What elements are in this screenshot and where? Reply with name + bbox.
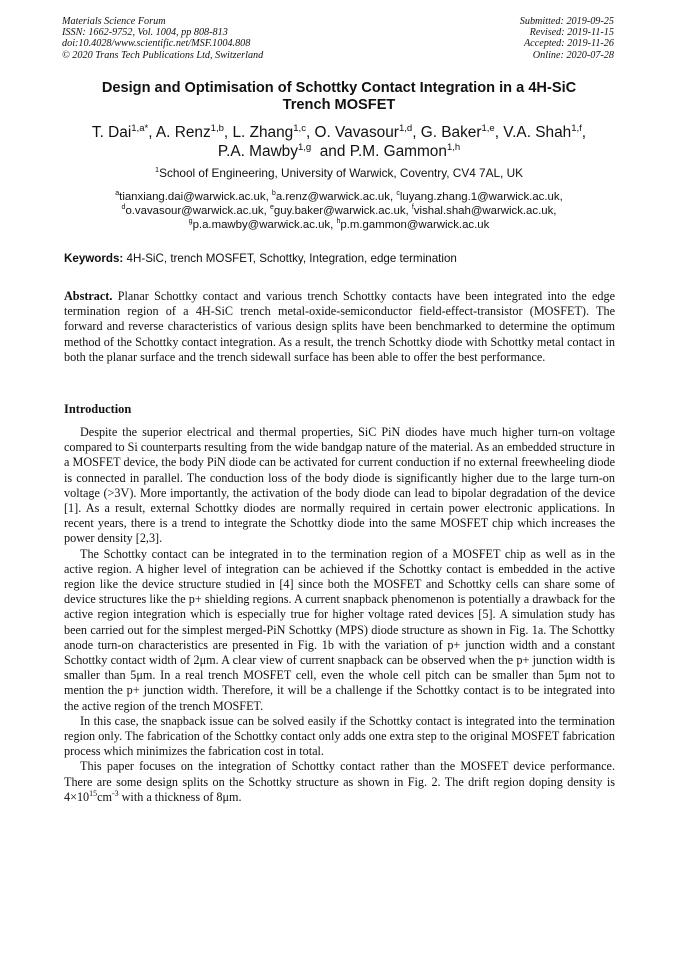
email-key: a bbox=[115, 190, 120, 198]
abstract-text: Planar Schottky contact and various trench Schottky contacts have been integrated into the edge termination region of a 4H-SiC trench metal-oxide-semiconductor field-effect-transistor (MOSFET). The forward and reverse characteristics of various design splits have been benchmarked to determine the optimum method of the Schottky contact integration. As a result, the trench Schottky diode with Schottky metal contact in both the planar surface and the trench sidewall surface has been able to offer the best performance. bbox=[64, 289, 615, 364]
email-address: o.vavasour@warwick.ac.uk bbox=[125, 205, 264, 217]
submitted-date: Submitted: 2019-09-25 bbox=[519, 16, 614, 27]
abstract bbox=[64, 289, 615, 365]
introduction-body bbox=[64, 425, 615, 805]
email-address: luyang.zhang.1@warwick.ac.uk bbox=[399, 191, 560, 203]
email-key: c bbox=[396, 190, 400, 198]
author-affil: 1,f bbox=[571, 122, 582, 134]
email-list bbox=[40, 190, 638, 232]
author-affil: 1,d bbox=[398, 122, 413, 134]
email-line: $^g$p.a.mawby@warwick.ac.uk, $^h$p.m.gammon@warwick.ac.uk bbox=[188, 218, 490, 231]
author-name: O. Vavasour bbox=[314, 124, 399, 141]
email-address: vishal.shah@warwick.ac.uk bbox=[413, 205, 554, 217]
keywords-label: Keywords: bbox=[64, 252, 124, 265]
paragraph: Despite the superior electrical and thermal properties, SiC PiN diodes have much higher turn-on voltage compared to Si counterparts resulting from the wide bandgap nature of the material. As an embedded structure in a MOSFET device, the body PiN diode can be activated for current conduction if no external freewheeling diode is connected in parallel. The conduction loss of the body diode is significantly higher due to the large turn-on voltage (>3V). More importantly, the activation of the body diode can lead to bipolar degradation of the device [1]. As a result, external Schottky diodes are normally required in certain power electronic applications. In recent years, there is a trend to integrate the Schottky diode into the same MOSFET chip which increases the power density [2,3]. bbox=[64, 425, 615, 546]
keywords-text: 4H-SiC, trench MOSFET, Schottky, Integration, edge termination bbox=[126, 252, 457, 265]
email-key: f bbox=[411, 204, 414, 212]
author-affil: 1,c bbox=[293, 122, 306, 134]
copyright-line: © 2020 Trans Tech Publications Ltd, Switzerland bbox=[62, 49, 264, 61]
email-address: p.a.mawby@warwick.ac.uk bbox=[192, 219, 331, 231]
author-affil: 1,a* bbox=[131, 122, 149, 134]
author-affil: 1,h bbox=[446, 141, 461, 153]
email-address: p.m.gammon@warwick.ac.uk bbox=[340, 219, 490, 231]
section-heading: Introduction bbox=[64, 402, 132, 416]
journal-name: Materials Science Forum bbox=[62, 16, 166, 27]
issn-line: ISSN: 1662-9752, Vol. 1004, pp 808-813 bbox=[62, 27, 228, 39]
publication-dates bbox=[520, 16, 614, 61]
paragraph-text: This paper focuses on the integration of Schottky contact rather than the MOSFET device performance. There are some design splits on the Schottky structure as shown in Fig. 2. The drift region doping density is 4×10 bbox=[64, 759, 615, 804]
email-key: g bbox=[188, 218, 193, 226]
journal-info bbox=[62, 16, 263, 61]
paper-title bbox=[40, 80, 638, 114]
author-list bbox=[30, 123, 648, 161]
affil-text: School of Engineering, University of Warwick, Coventry, CV4 7AL, UK bbox=[159, 166, 523, 180]
email-line: $^d$o.vavasour@warwick.ac.uk, $^e$guy.baker@warwick.ac.uk, $^f$vishal.shah@warwick.ac.uk, bbox=[121, 204, 557, 217]
title-line: Trench MOSFET bbox=[282, 97, 396, 113]
author-line: P.A. Mawby$^{1,g}$ and P.M. Gammon$^{1,h}$ bbox=[217, 141, 461, 160]
affil-number: 1 bbox=[155, 165, 160, 175]
author-line: T. Dai$^{1,a*}$, A. Renz$^{1,b}$, L. Zhang$^{1,c}$, O. Vavasour$^{1,d}$, G. Baker$^{1,e}$, V.A. Shah$^{1,f}$, bbox=[91, 122, 587, 141]
paragraph-text: with a thickness of 8μm. bbox=[118, 789, 242, 804]
email-address: a.renz@warwick.ac.uk bbox=[275, 191, 390, 203]
exponent: 15 bbox=[89, 788, 98, 798]
email-address: tianxiang.dai@warwick.ac.uk bbox=[119, 191, 266, 203]
paragraph: The Schottky contact can be integrated in to the termination region of a MOSFET chip as well as in the active region. A higher level of integration can be achieved if the Schottky contact is embedded in the active region like the device structure studied in [4] since both the MOSFET and Schottky cells can share some of device structures like the p+ shielding regions. A current snapback phenomenon is potentially a drawback for the active region integration which is especially true for higher voltage rated devices [5]. A simulation study has been carried out for the simplest merged-PiN Schottky (MPS) diode structure as shown in Fig. 1a. The Schottky anode turn-on characteristics are presented in Fig. 1b with the variation of p+ junction width and a constant Schottky contact width of 2μm. A clear view of current snapback can be observed when the p+ junction width is smaller than 5μm. In a real trench MOSFET cell, even the whole cell pitch can be smaller than 5μm not to mention the p+ junction width. Therefore, it will be a challenge if the Schottky contact is to be integrated into the active region of the trench MOSFET. bbox=[64, 546, 615, 713]
abstract-label: Abstract. bbox=[64, 289, 113, 303]
doi-line: doi:10.4028/www.scientific.net/MSF.1004.808 bbox=[62, 38, 251, 50]
email-key: h bbox=[336, 218, 341, 226]
email-key: e bbox=[269, 204, 274, 212]
unit-text: cm bbox=[97, 789, 112, 804]
author-name: V.A. Shah bbox=[503, 124, 572, 141]
accepted-date: Accepted: 2019-11-26 bbox=[523, 38, 614, 50]
author-name: A. Renz bbox=[155, 124, 211, 141]
paragraph: In this case, the snapback issue can be solved easily if the Schottky contact is integrated into the termination region only. The fabrication of the Schottky contact only adds one extra step to the original MOSFET fabrication process which minimizes the fabrication cost in total. bbox=[64, 713, 615, 759]
email-line: $^a$tianxiang.dai@warwick.ac.uk, $^b$a.renz@warwick.ac.uk, $^c$luyang.zhang.1@warwick.ac.uk, bbox=[115, 190, 563, 203]
author-name: P.A. Mawby bbox=[217, 143, 298, 160]
keywords bbox=[64, 252, 616, 266]
email-key: d bbox=[121, 204, 126, 212]
affiliation bbox=[40, 166, 638, 180]
title-line: Design and Optimisation of Schottky Contact Integration in a 4H-SiC bbox=[101, 80, 577, 96]
author-affil: 1,e bbox=[481, 122, 495, 134]
exponent: -3 bbox=[111, 788, 119, 798]
author-name: G. Baker bbox=[420, 124, 482, 141]
author-name: T. Dai bbox=[91, 124, 132, 141]
online-date: Online: 2020-07-28 bbox=[532, 49, 614, 61]
email-address: guy.baker@warwick.ac.uk bbox=[273, 205, 406, 217]
author-name: L. Zhang bbox=[232, 124, 294, 141]
paragraph bbox=[64, 759, 615, 805]
author-affil: 1,b bbox=[210, 122, 224, 134]
author-name: P.M. Gammon bbox=[349, 143, 447, 160]
email-key: b bbox=[271, 190, 276, 198]
author-affil: 1,g bbox=[297, 141, 312, 153]
revised-date: Revised: 2019-11-15 bbox=[529, 27, 614, 39]
